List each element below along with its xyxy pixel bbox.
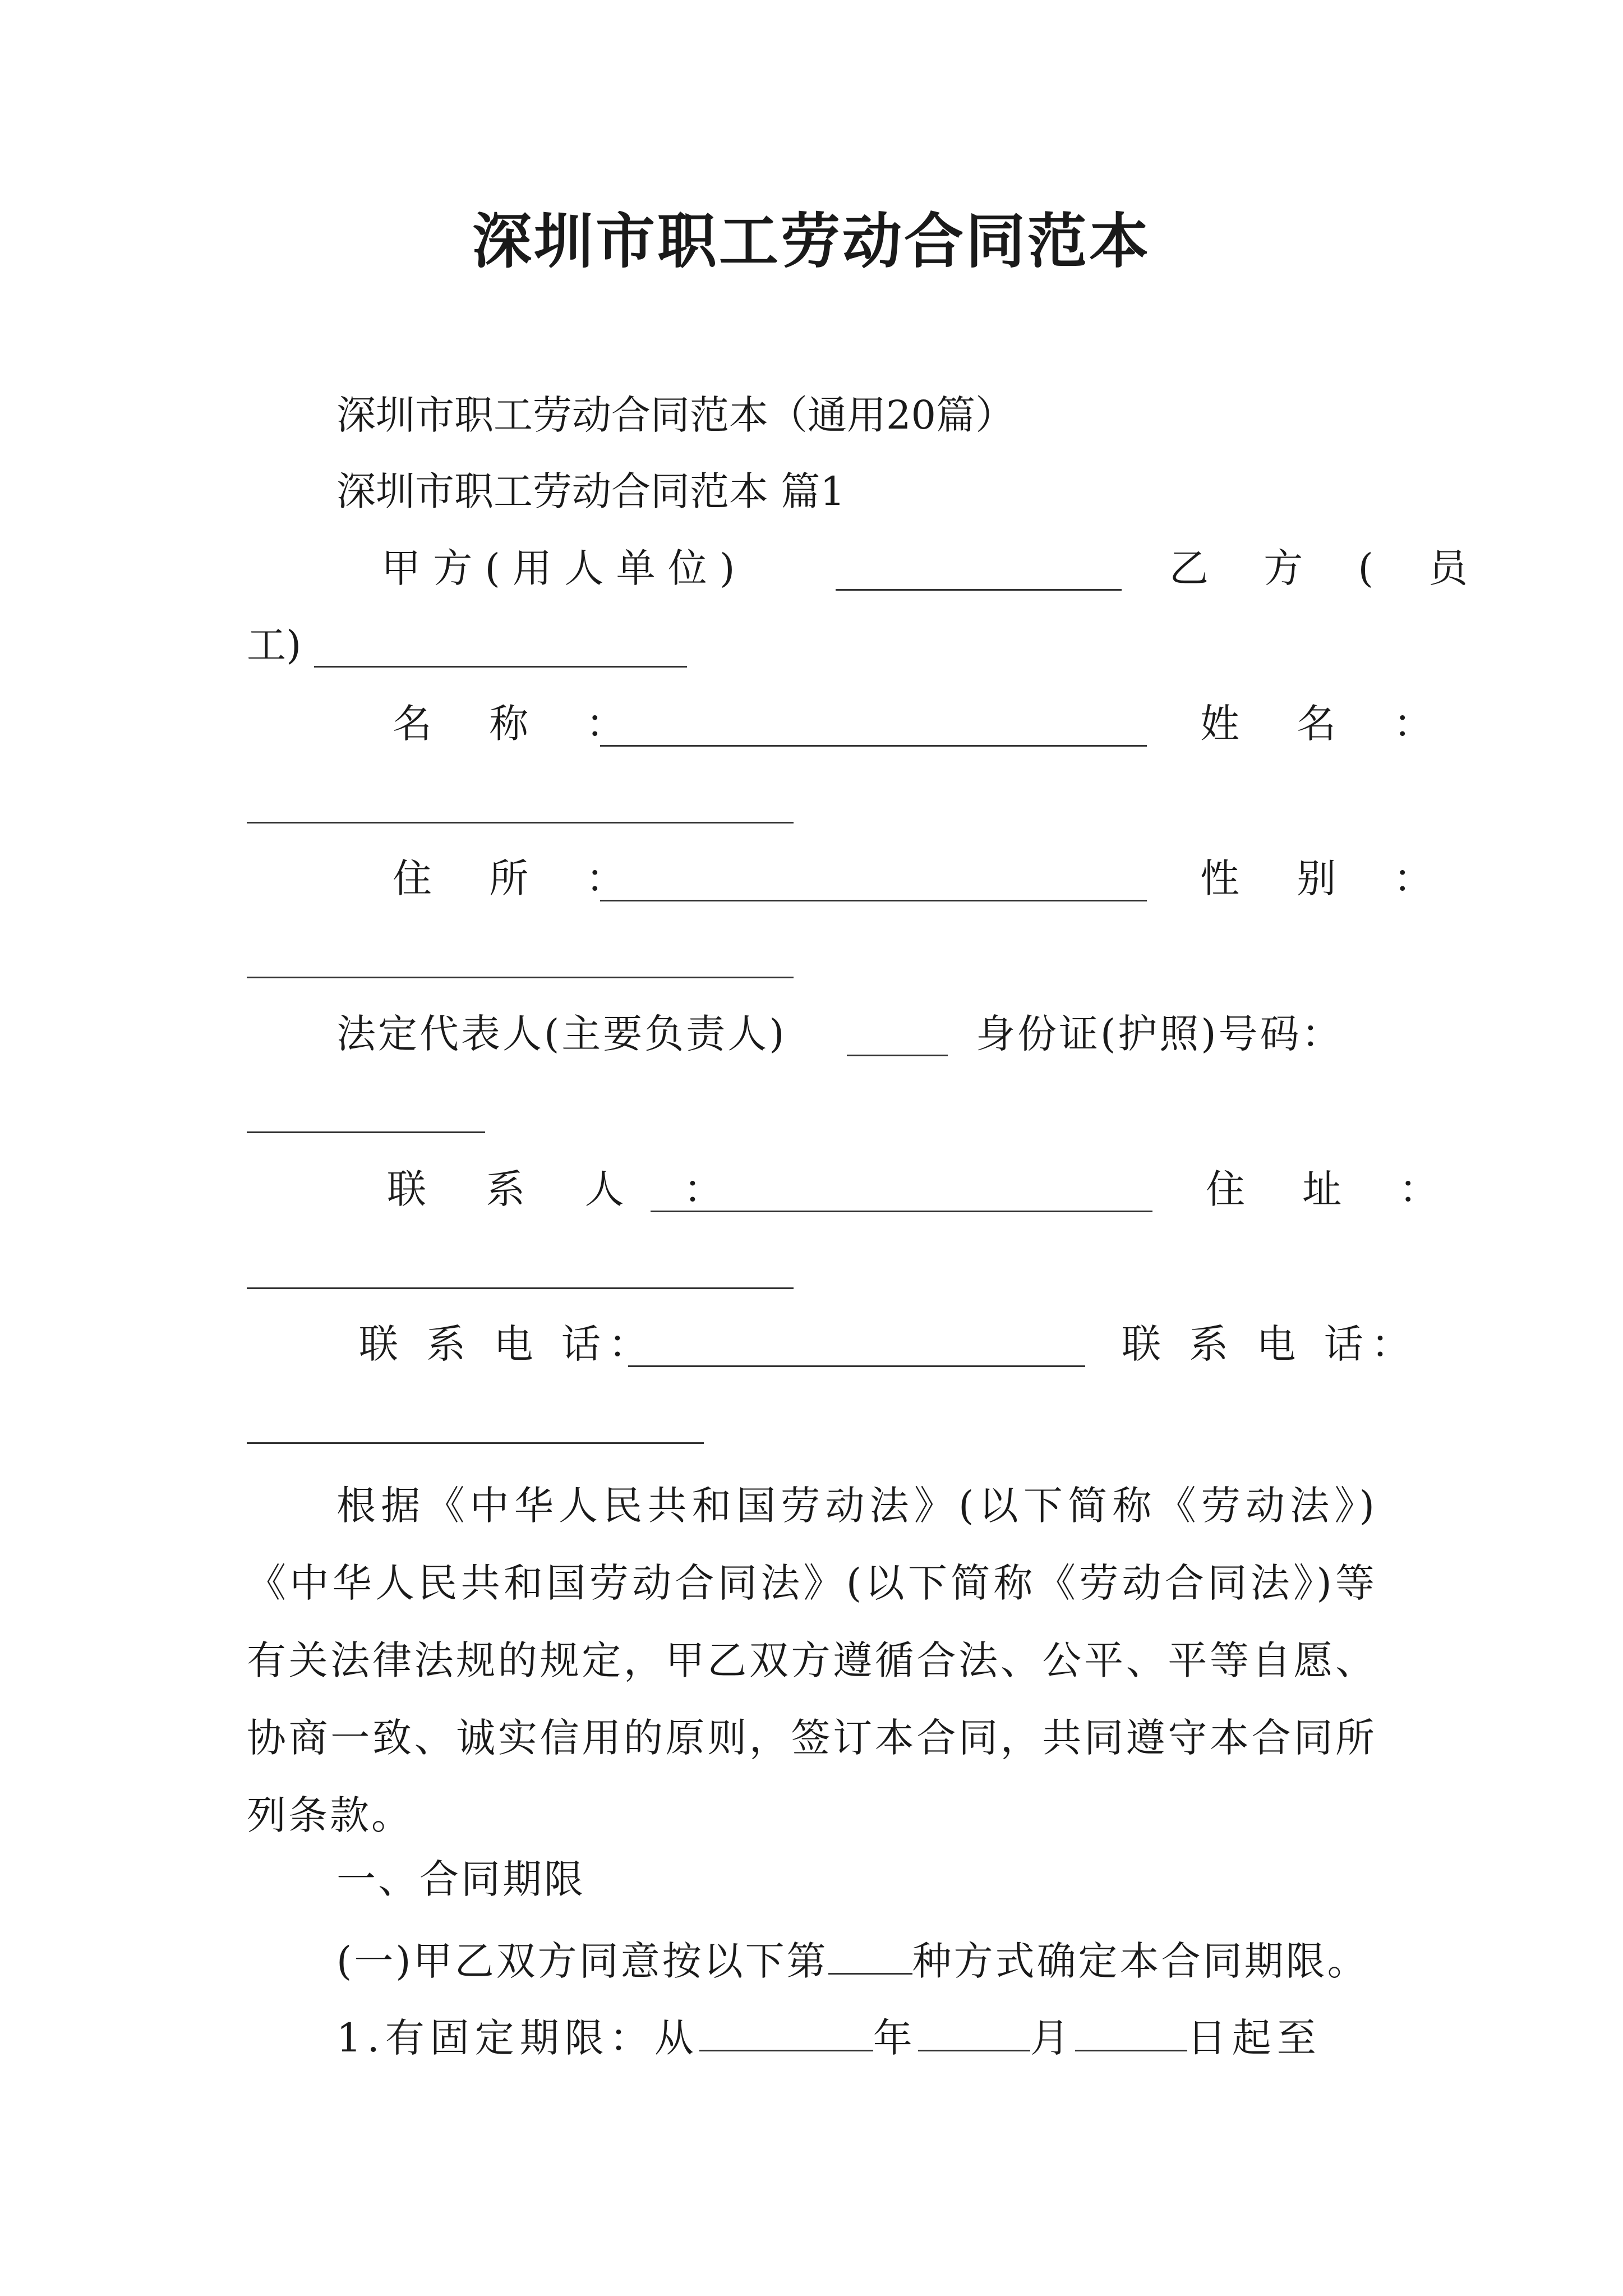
name-blank[interactable] [600, 745, 1147, 747]
legal-rep-label: 法定代表人(主要负责人) [336, 1011, 787, 1057]
intro-line-1: 深圳市职工劳动合同范本（通用20篇） [336, 392, 1015, 438]
address-label: 住 所 ： [393, 855, 648, 901]
intro-line-2: 深圳市职工劳动合同范本 篇1 [336, 468, 845, 514]
party-b-label-cont: 工) [247, 622, 302, 668]
year-label: 年 [873, 2015, 918, 2061]
id-blank[interactable] [247, 1131, 485, 1133]
phone-a-blank[interactable] [628, 1365, 1085, 1367]
phone-b-blank[interactable] [247, 1442, 704, 1444]
phone-label-b: 联 系 电 话： [1122, 1321, 1418, 1367]
year-blank[interactable] [699, 2005, 873, 2051]
xingming-label: 姓 名 ： [1200, 701, 1455, 747]
body-paragraph: 根据《中华人民共和国劳动法》(以下简称《劳动法》)《中华人民共和国劳动合同法》(以下简称《劳动合同法》)等有关法律法规的规定，甲乙双方遵循合法、公平、平等自愿、协商一致、诚实信用的原则，签订本合同，共同遵守本合同所列条款。 [247, 1483, 1377, 1838]
id-label: 身份证(护照)号码： [976, 1011, 1343, 1057]
xingming-blank[interactable] [247, 822, 794, 823]
clause-1-blank[interactable] [828, 1928, 912, 1975]
address-blank[interactable] [600, 900, 1147, 901]
party-b-blank[interactable] [314, 666, 687, 668]
contact-person-label: 联 系 人 ： [387, 1166, 746, 1212]
clause-1 [336, 1928, 1369, 1989]
day-blank[interactable] [1075, 2005, 1187, 2051]
fixed-term-line [336, 2005, 1322, 2066]
clause-1-text-a: (一)甲乙双方同意按以下第 [336, 1938, 828, 1984]
phone-label-a: 联 系 电 话： [359, 1321, 656, 1367]
gender-blank[interactable] [247, 977, 794, 978]
party-a-blank[interactable] [836, 589, 1122, 591]
party-b-label: 乙 方 ( 员 [1169, 545, 1490, 591]
month-blank[interactable] [918, 2005, 1030, 2051]
legal-rep-blank[interactable] [847, 1055, 948, 1056]
page-title: 深圳市职工劳动合同范本 [472, 206, 1151, 276]
clause-1-text-b: 种方式确定本合同期限。 [912, 1938, 1369, 1984]
contact-person-blank[interactable] [651, 1211, 1152, 1212]
section-1-heading: 一、合同期限 [336, 1856, 585, 1902]
fixed-term-text: 1.有固定期限：从 [336, 2015, 699, 2061]
gender-label: 性 别 ： [1200, 855, 1455, 901]
residence-label: 住 址 ： [1206, 1166, 1461, 1212]
day-label: 日起至 [1187, 2015, 1322, 2061]
party-a-label: 甲 方 ( 用 人 单 位 ) [381, 545, 735, 591]
month-label: 月 [1030, 2015, 1075, 2061]
residence-blank[interactable] [247, 1287, 794, 1289]
name-label: 名 称 ： [393, 701, 648, 747]
